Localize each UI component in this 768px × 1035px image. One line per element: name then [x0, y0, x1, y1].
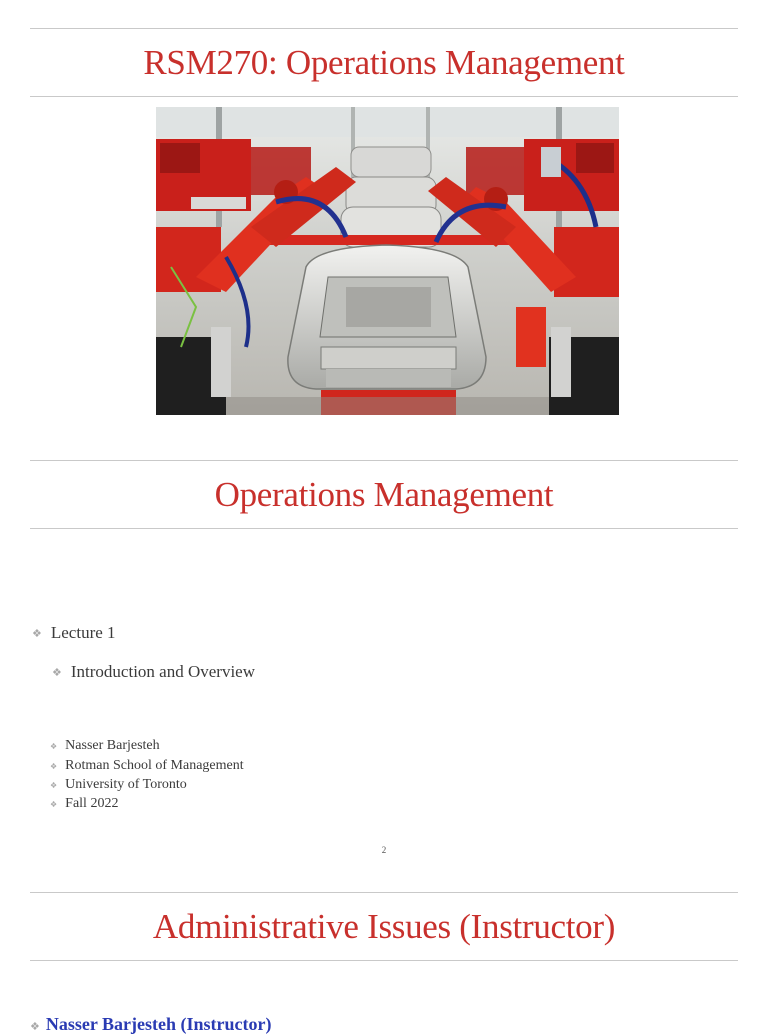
slide1-title: RSM270: Operations Management	[143, 43, 625, 82]
diamond-bullet-icon: ❖	[50, 761, 58, 771]
slide2-title: Operations Management	[214, 475, 554, 514]
info-item	[50, 758, 244, 774]
lecture-label: Lecture 1	[50, 623, 116, 642]
subtopic-label: Introduction and Overview	[70, 662, 255, 681]
university-name: University of Toronto	[65, 777, 187, 792]
info-item	[50, 777, 187, 793]
slide1-bottom-rule	[30, 96, 738, 97]
diamond-bullet-icon: ❖	[30, 1021, 40, 1033]
diamond-bullet-icon: ❖	[50, 799, 58, 809]
slide2-top-rule	[30, 460, 738, 461]
slide3-bottom-rule	[30, 960, 738, 961]
page-number: 2	[381, 845, 387, 855]
factory-assembly-line-image	[156, 107, 619, 415]
diamond-bullet-icon: ❖	[32, 627, 42, 640]
info-item	[50, 796, 118, 812]
instructor-heading: Nasser Barjesteh (Instructor)	[45, 1014, 272, 1034]
bullet-subtopic	[52, 662, 255, 682]
slide2-bottom-rule	[30, 528, 738, 529]
term-label: Fall 2022	[65, 796, 119, 811]
instructor-name: Nasser Barjesteh	[65, 738, 160, 753]
slide1-top-rule	[30, 28, 738, 29]
slide3-top-rule	[30, 892, 738, 893]
slide3-title: Administrative Issues (Instructor)	[152, 907, 616, 946]
diamond-bullet-icon: ❖	[50, 741, 58, 751]
diamond-bullet-icon: ❖	[50, 780, 58, 790]
school-name: Rotman School of Management	[65, 758, 244, 773]
info-item	[50, 738, 160, 754]
diamond-bullet-icon: ❖	[52, 666, 62, 679]
bullet-lecture	[32, 623, 116, 643]
instructor-bullet-partial	[30, 1014, 272, 1035]
